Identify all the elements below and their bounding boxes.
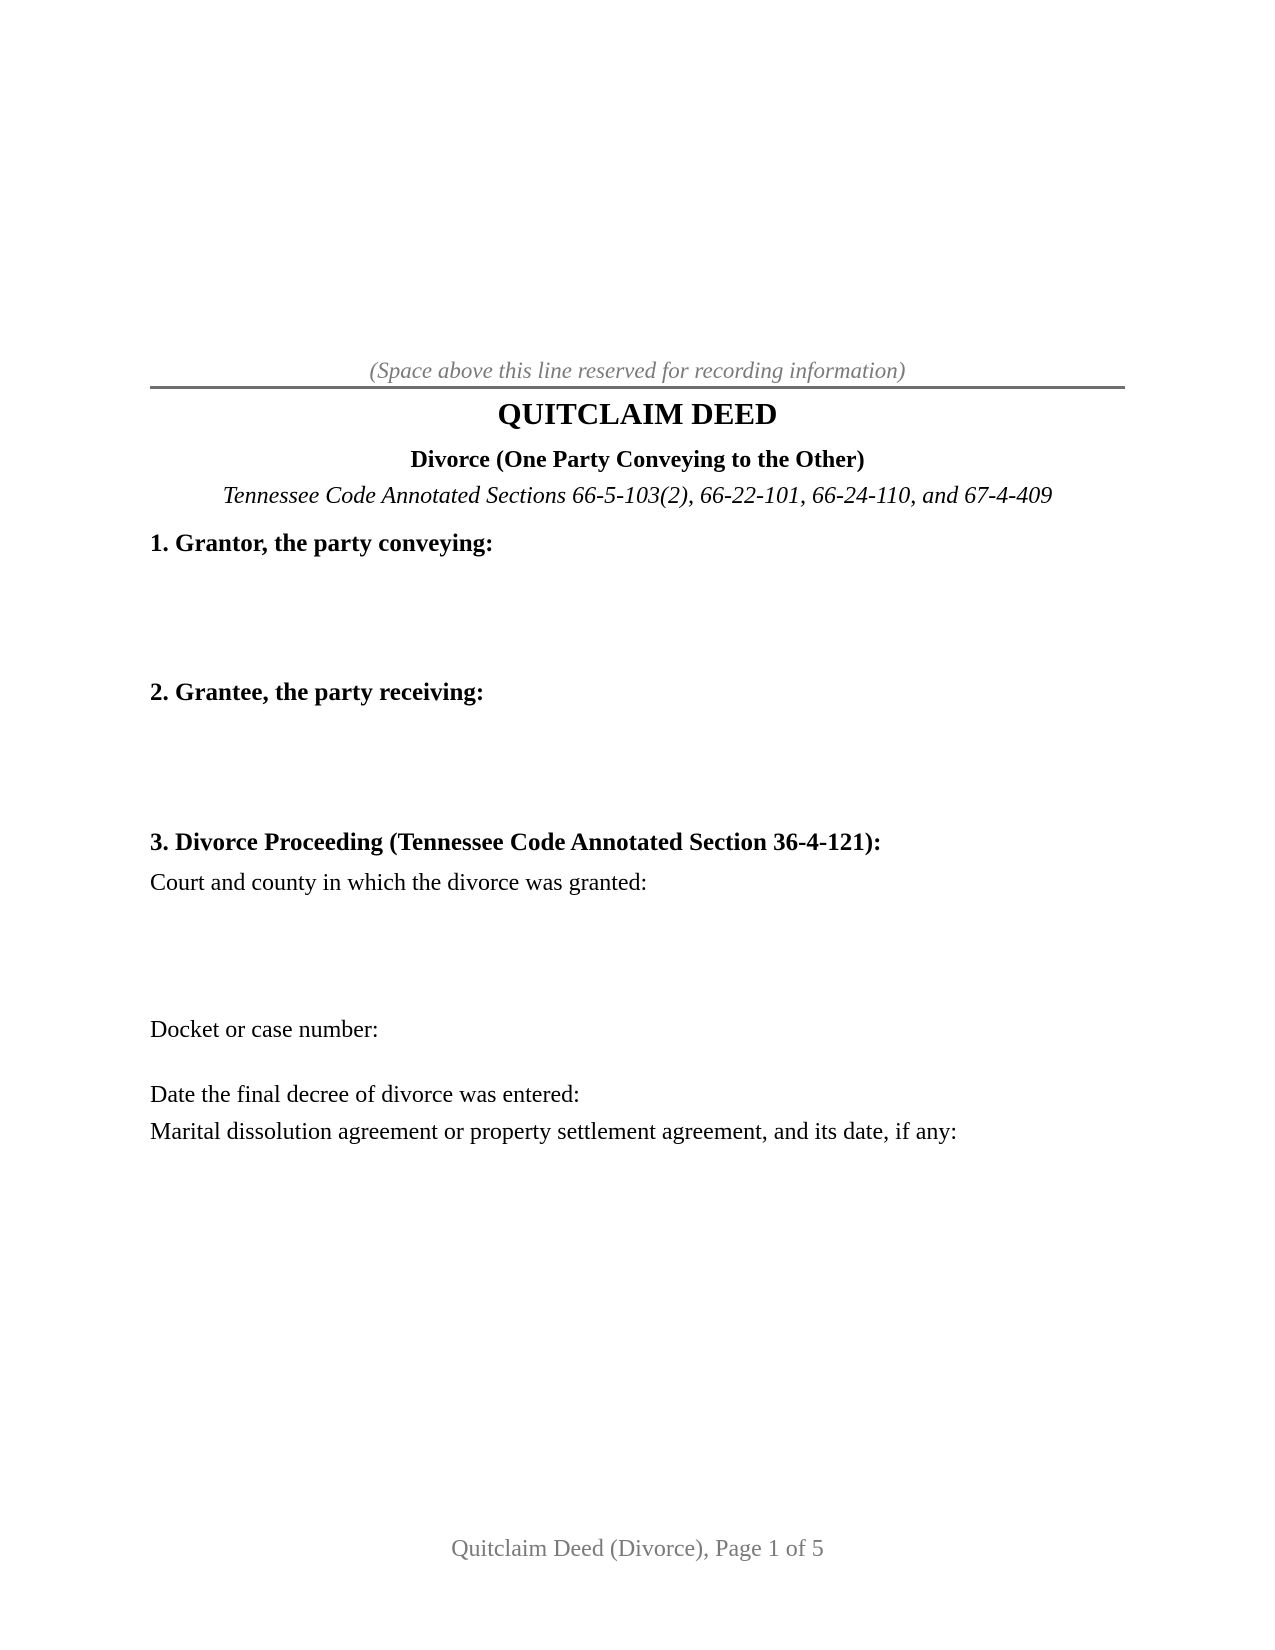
code-reference: Tennessee Code Annotated Sections 66-5-103(2), 66-22-101, 66-24-110, and 67-4-409	[222, 483, 1053, 509]
divorce-proceeding-heading: 3. Divorce Proceeding (Tennessee Code Annotated Section 36-4-121):	[150, 829, 882, 856]
decree-date-label: Date the final decree of divorce was entered:	[150, 1082, 580, 1108]
document-subtitle: Divorce (One Party Conveying to the Other)	[410, 447, 865, 473]
court-county-label: Court and county in which the divorce was granted:	[150, 870, 648, 896]
docket-label: Docket or case number:	[150, 1017, 379, 1043]
grantee-heading: 2. Grantee, the party receiving:	[150, 679, 485, 706]
page-footer: Quitclaim Deed (Divorce), Page 1 of 5	[451, 1536, 824, 1562]
recording-divider	[150, 386, 1125, 389]
recording-note: (Space above this line reserved for recording information)	[369, 358, 906, 383]
agreement-label: Marital dissolution agreement or property settlement agreement, and its date, if any:	[150, 1119, 958, 1145]
grantor-heading: 1. Grantor, the party conveying:	[150, 530, 494, 557]
document-title: QUITCLAIM DEED	[497, 396, 778, 431]
